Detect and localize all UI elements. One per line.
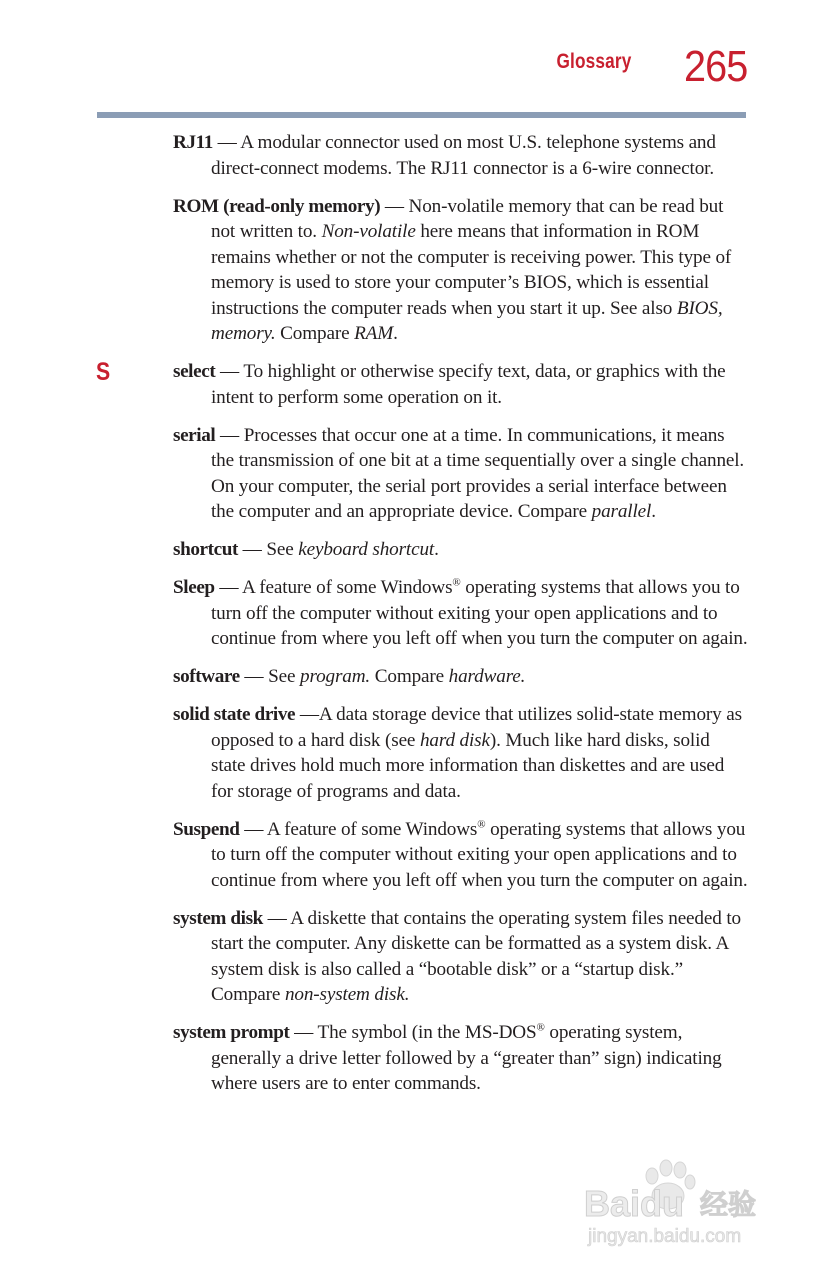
- baidu-jingyan-watermark: [582, 1156, 772, 1252]
- entry-term: serial: [173, 424, 216, 446]
- entry-definition: A feature of some Windows: [242, 577, 453, 598]
- entry-cross-reference: RAM: [354, 323, 394, 344]
- entry-definition: The symbol (in the MS-DOS: [317, 1022, 537, 1043]
- watermark-url: jingyan.baidu.com: [588, 1226, 742, 1247]
- glossary-entry-software: [173, 664, 748, 690]
- entry-separator: —: [289, 1022, 318, 1043]
- page-number: 265: [683, 42, 747, 91]
- entry-definition: Compare: [275, 323, 355, 344]
- glossary-entry-sleep: [173, 575, 748, 652]
- watermark-product: 经验: [700, 1188, 757, 1221]
- entry-definition: See: [266, 539, 299, 560]
- entry-separator: —: [215, 361, 244, 382]
- entry-separator: —: [238, 539, 267, 560]
- entry-definition: Compare: [370, 666, 449, 687]
- registered-mark: ®: [477, 818, 486, 831]
- entry-definition: operating systems that allows you to turn off the computer without exiting your open applications and to continue from where you left off when you turn the computer on again.: [211, 577, 748, 649]
- entry-definition: ). Much like hard disks, solid state drives hold much more information than diskettes and are used for storage of programs and data.: [211, 729, 725, 802]
- header-rule: [97, 112, 746, 118]
- glossary-entries: [173, 130, 748, 1109]
- entry-separator: —: [380, 195, 409, 217]
- entry-term: software: [173, 666, 240, 687]
- section-letter-marker: S: [96, 358, 111, 386]
- glossary-entry-suspend: [173, 817, 748, 894]
- registered-mark: ®: [452, 576, 461, 589]
- entry-cross-reference: program.: [300, 666, 371, 687]
- glossary-entry-system-disk: [173, 906, 748, 1008]
- entry-term: shortcut: [173, 539, 239, 560]
- glossary-entry-select: [173, 359, 748, 410]
- glossary-entry-shortcut: [173, 537, 748, 563]
- entry-separator: —: [239, 666, 269, 687]
- registered-mark: ®: [536, 1021, 545, 1034]
- entry-separator: —: [212, 132, 241, 153]
- entry-definition: See: [268, 666, 301, 687]
- entry-definition: A modular connector used on most U.S. telephone systems and direct-connect modems. The RJ11 connector is a 6-wire connector.: [211, 132, 716, 179]
- entry-definition: To highlight or otherwise specify text, data, or graphics with the intent to perform some operation on it.: [211, 361, 726, 408]
- entry-term: ROM (read-only memory): [173, 195, 381, 217]
- entry-definition: .: [393, 323, 398, 344]
- entry-separator: —: [239, 818, 267, 840]
- entry-definition: Processes that occur one at a time. In communications, it means the transmission of one bit at a time sequentially over a single channel. On your computer, the serial port provides a serial interface between the computer and an appropriate device. Compare: [211, 424, 745, 522]
- entry-cross-reference: non-system disk.: [284, 984, 410, 1005]
- entry-definition: A data storage device that utilizes solid-state memory as opposed to a hard disk (see: [211, 704, 742, 751]
- entry-separator: —: [295, 704, 319, 725]
- entry-separator: —: [262, 907, 291, 929]
- entry-definition: here means that information in ROM remains whether or not the computer is receiving power. This type of memory is used to store your computer’s BIOS, which is essential instructions the computer reads when you start it up. See also: [211, 221, 732, 319]
- glossary-entry-rj11: [173, 130, 748, 181]
- entry-term: Sleep: [173, 577, 215, 598]
- glossary-entry-system-prompt: [173, 1020, 748, 1097]
- entry-term: system prompt: [173, 1022, 290, 1043]
- entry-definition: A diskette that contains the operating system files needed to start the computer. Any diskette can be formatted as a system disk. A system disk is also called a “bootable disk” or a “startup disk.” Compare: [211, 907, 741, 1005]
- entry-definition: operating systems that allows you to turn off the computer without exiting your open applications and to continue from where you left off when you turn the computer on again.: [211, 818, 748, 891]
- entry-emphasis: Non-volatile: [321, 221, 416, 242]
- entry-term: Suspend: [173, 818, 240, 840]
- entry-definition: Non-volatile memory that can be read but not written to.: [211, 195, 724, 242]
- entry-definition: A feature of some Windows: [266, 818, 478, 840]
- chapter-title: Glossary: [555, 50, 631, 73]
- entry-separator: —: [214, 577, 242, 598]
- glossary-entry-rom: [173, 194, 748, 347]
- entry-definition: operating system, generally a drive letter followed by a “greater than” sign) indicating where users are to enter commands.: [211, 1022, 722, 1094]
- glossary-entry-solid-state-drive: [173, 702, 748, 804]
- entry-cross-reference: hardware.: [448, 666, 526, 687]
- entry-separator: —: [215, 424, 244, 446]
- entry-cross-reference: hard disk: [419, 729, 490, 751]
- entry-cross-reference: keyboard shortcut: [298, 539, 435, 560]
- watermark-brand: Baidu: [584, 1183, 685, 1224]
- entry-term: RJ11: [173, 132, 213, 153]
- entry-definition: .: [651, 501, 656, 522]
- glossary-entry-serial: [173, 423, 748, 525]
- entry-term: solid state drive: [173, 704, 296, 725]
- entry-definition: .: [434, 539, 439, 560]
- entry-term: system disk: [173, 907, 263, 929]
- entry-cross-reference: parallel: [591, 501, 652, 522]
- entry-cross-reference: BIOS, memory.: [211, 297, 723, 344]
- entry-term: select: [173, 361, 216, 382]
